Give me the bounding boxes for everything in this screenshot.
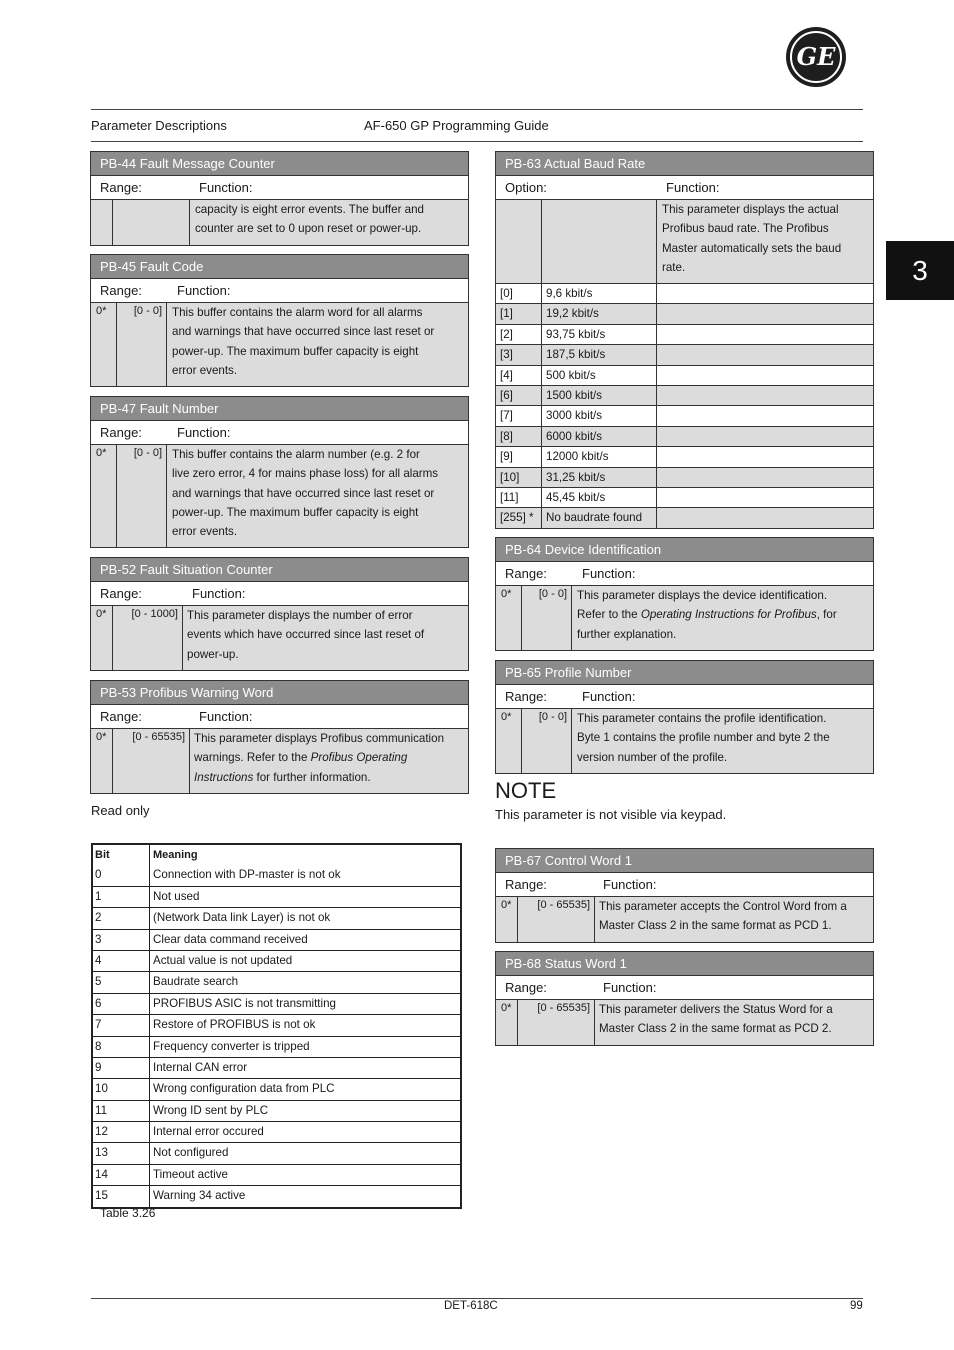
default-value: 0* bbox=[501, 588, 512, 600]
option-row bbox=[496, 405, 873, 425]
function-label: Function: bbox=[177, 425, 231, 440]
function-label: Function: bbox=[603, 980, 657, 995]
ge-logo bbox=[786, 27, 846, 87]
meaning-cell: PROFIBUS ASIC is not transmitting bbox=[153, 996, 336, 1010]
param-pb47 bbox=[90, 396, 469, 548]
bit-cell: 1 bbox=[95, 889, 102, 903]
range-label: Range: bbox=[505, 877, 547, 892]
range-value: [0 - 0] bbox=[538, 711, 567, 723]
meaning-cell: Wrong configuration data from PLC bbox=[153, 1082, 335, 1096]
param-title: PB-65 Profile Number bbox=[496, 661, 873, 685]
param-body bbox=[496, 709, 873, 773]
table-caption: Table 3.26 bbox=[100, 1206, 156, 1220]
param-title: PB-47 Fault Number bbox=[91, 397, 468, 421]
option-code: [8] bbox=[500, 429, 513, 443]
read-only-label: Read only bbox=[91, 803, 150, 818]
range-label: Range: bbox=[505, 689, 547, 704]
param-header-row bbox=[91, 176, 468, 200]
param-description: This parameter accepts the Control Word from a Master Class 2 in the same format as PCD 1. bbox=[599, 900, 847, 933]
note-text: This parameter is not visible via keypad. bbox=[495, 807, 727, 822]
default-value: 0* bbox=[501, 899, 512, 911]
param-pb52 bbox=[90, 557, 469, 671]
param-header-row bbox=[496, 685, 873, 709]
option-value: 500 kbit/s bbox=[546, 368, 596, 382]
header-rule-bottom bbox=[91, 141, 863, 142]
meaning-cell: Frequency converter is tripped bbox=[153, 1039, 310, 1053]
function-label: Function: bbox=[582, 689, 636, 704]
meaning-cell: Timeout active bbox=[153, 1167, 228, 1181]
param-pb64 bbox=[495, 537, 874, 651]
default-value: 0* bbox=[96, 731, 107, 743]
param-header-row bbox=[91, 279, 468, 303]
option-code: [7] bbox=[500, 409, 513, 423]
option-row bbox=[496, 446, 873, 466]
default-value: 0* bbox=[501, 711, 512, 723]
meaning-cell: Warning 34 active bbox=[153, 1189, 246, 1203]
bit-cell: 14 bbox=[95, 1167, 108, 1181]
table-row bbox=[93, 1142, 460, 1163]
param-title: PB-45 Fault Code bbox=[91, 255, 468, 279]
footer-rule bbox=[91, 1298, 863, 1299]
meaning-cell: Wrong ID sent by PLC bbox=[153, 1103, 269, 1117]
param-body bbox=[496, 897, 873, 942]
param-pb65 bbox=[495, 660, 874, 774]
range-value: [0 - 1000] bbox=[131, 608, 178, 620]
option-code: [9] bbox=[500, 450, 513, 464]
option-row bbox=[496, 283, 873, 303]
param-body bbox=[91, 200, 468, 245]
option-row bbox=[496, 487, 873, 507]
param-pb68 bbox=[495, 951, 874, 1046]
value-cell bbox=[541, 200, 657, 283]
default-value: 0* bbox=[96, 447, 107, 459]
function-label: Function: bbox=[582, 566, 636, 581]
param-title: PB-68 Status Word 1 bbox=[496, 952, 873, 976]
table-row bbox=[93, 1185, 460, 1206]
meaning-cell: Not configured bbox=[153, 1146, 229, 1160]
meaning-cell: Clear data command received bbox=[153, 932, 308, 946]
table-row bbox=[93, 929, 460, 950]
option-code: [0] bbox=[500, 287, 513, 300]
param-body bbox=[91, 729, 468, 793]
table-row bbox=[93, 1036, 460, 1057]
param-body bbox=[496, 1000, 873, 1045]
bit-cell: 6 bbox=[95, 996, 102, 1010]
table-row bbox=[93, 1164, 460, 1185]
guide-title: AF-650 GP Programming Guide bbox=[364, 118, 549, 133]
option-row bbox=[496, 426, 873, 446]
table-row bbox=[93, 1057, 460, 1078]
bits-table bbox=[91, 843, 462, 1209]
meaning-cell: Internal error occured bbox=[153, 1125, 264, 1139]
meaning-cell: Not used bbox=[153, 889, 200, 903]
table-row bbox=[93, 1121, 460, 1142]
option-row bbox=[496, 467, 873, 487]
option-row bbox=[496, 385, 873, 405]
range-value: [0 - 65535] bbox=[537, 899, 590, 911]
param-pb53 bbox=[90, 680, 469, 794]
doc-number: DET-618C bbox=[444, 1300, 498, 1312]
option-row bbox=[496, 303, 873, 323]
table-row bbox=[93, 886, 460, 907]
param-body bbox=[91, 445, 468, 547]
meaning-cell: Restore of PROFIBUS is not ok bbox=[153, 1018, 316, 1032]
param-description: This buffer contains the alarm number (e.g. 2 for live zero error, 4 for mains phase loss) for all alarms and warnings that have occurred since last reset or power-up. The maximum buffer capacity is eight error events. bbox=[172, 448, 439, 539]
chapter-tab: 3 bbox=[886, 241, 954, 300]
table-row bbox=[93, 907, 460, 928]
table-row bbox=[93, 865, 460, 885]
function-label: Function: bbox=[192, 586, 246, 601]
range-label: Range: bbox=[100, 586, 142, 601]
param-title: PB-67 Control Word 1 bbox=[496, 849, 873, 873]
option-value: 93,75 kbit/s bbox=[546, 327, 606, 341]
bit-cell: 5 bbox=[95, 975, 102, 989]
table-header-row bbox=[93, 845, 460, 865]
bit-cell: 7 bbox=[95, 1018, 102, 1032]
bit-cell: 3 bbox=[95, 932, 102, 946]
param-pb63 bbox=[495, 151, 874, 529]
bit-cell: 13 bbox=[95, 1146, 108, 1160]
param-description: capacity is eight error events. The buffer and counter are set to 0 upon reset or power-up. bbox=[195, 203, 424, 236]
range-label: Range: bbox=[100, 425, 142, 440]
logo-text: GE bbox=[796, 42, 836, 71]
param-header-row bbox=[91, 582, 468, 606]
param-pb67 bbox=[495, 848, 874, 943]
default-value: 0* bbox=[96, 305, 107, 317]
range-value: [0 - 0] bbox=[538, 588, 567, 600]
option-code: [3] bbox=[500, 348, 513, 362]
bit-cell: 11 bbox=[95, 1103, 108, 1117]
param-description: This parameter contains the profile identification. Byte 1 contains the profile number and byte 2 the version number of the profile. bbox=[577, 712, 830, 764]
option-value: 9,6 kbit/s bbox=[546, 287, 593, 300]
range-label: Range: bbox=[100, 283, 142, 298]
meaning-cell: Baudrate search bbox=[153, 975, 239, 989]
option-value: 1500 kbit/s bbox=[546, 388, 603, 402]
function-label: Function: bbox=[177, 283, 231, 298]
range-label: Range: bbox=[505, 980, 547, 995]
option-value: 6000 kbit/s bbox=[546, 429, 603, 443]
range-cell bbox=[112, 200, 190, 245]
param-pb44 bbox=[90, 151, 469, 246]
option-code: [1] bbox=[500, 307, 513, 321]
param-description: This parameter displays the device identification. Refer to the Operating Instructions for Profibus, for further explanation. bbox=[577, 589, 837, 641]
range-cell bbox=[116, 445, 167, 547]
default-value: 0* bbox=[96, 608, 107, 620]
param-description: This parameter displays the actual Profibus baud rate. The Profibus Master automatically sets the baud rate. bbox=[662, 203, 842, 274]
bit-header: Bit bbox=[95, 849, 110, 861]
param-body bbox=[91, 303, 468, 386]
range-label: Range: bbox=[505, 566, 547, 581]
option-value: 12000 kbit/s bbox=[546, 450, 609, 464]
param-title: PB-64 Device Identification bbox=[496, 538, 873, 562]
meaning-cell: Internal CAN error bbox=[153, 1060, 248, 1074]
option-value: 45,45 kbit/s bbox=[546, 490, 606, 504]
param-title: PB-52 Fault Situation Counter bbox=[91, 558, 468, 582]
default-cell bbox=[91, 200, 113, 245]
option-row bbox=[496, 344, 873, 364]
param-header-row bbox=[496, 176, 873, 199]
table-row bbox=[93, 971, 460, 992]
param-description: This parameter delivers the Status Word for a Master Class 2 in the same format as PCD 2. bbox=[599, 1003, 833, 1036]
option-code: [255] * bbox=[500, 511, 534, 525]
function-label: Function: bbox=[666, 180, 720, 195]
option-row bbox=[496, 365, 873, 385]
default-cell bbox=[91, 445, 117, 547]
option-value: 3000 kbit/s bbox=[546, 409, 603, 423]
param-header-row bbox=[496, 562, 873, 586]
option-value: 187,5 kbit/s bbox=[546, 348, 606, 362]
param-body bbox=[91, 606, 468, 670]
option-code: [10] bbox=[500, 470, 520, 484]
meaning-header: Meaning bbox=[153, 849, 198, 861]
param-title: PB-53 Profibus Warning Word bbox=[91, 681, 468, 705]
bit-cell: 8 bbox=[95, 1039, 102, 1053]
default-value: 0* bbox=[501, 1002, 512, 1014]
option-row bbox=[496, 507, 873, 527]
page-number: 99 bbox=[850, 1300, 863, 1312]
range-label: Range: bbox=[100, 709, 142, 724]
param-description: This parameter displays the number of error events which have occurred since last reset of power-up. bbox=[187, 609, 425, 661]
header-rule-top bbox=[91, 109, 863, 110]
bit-cell: 4 bbox=[95, 953, 102, 967]
param-body bbox=[496, 199, 873, 283]
option-label: Option: bbox=[505, 180, 547, 195]
option-value: 31,25 kbit/s bbox=[546, 470, 606, 484]
range-label: Range: bbox=[100, 180, 142, 195]
param-title: PB-63 Actual Baud Rate bbox=[496, 152, 873, 176]
table-row bbox=[93, 1078, 460, 1099]
table-row bbox=[93, 950, 460, 971]
function-label: Function: bbox=[199, 180, 253, 195]
bit-cell: 15 bbox=[95, 1189, 108, 1203]
function-label: Function: bbox=[199, 709, 253, 724]
bit-cell: 9 bbox=[95, 1060, 102, 1074]
range-value: [0 - 65535] bbox=[537, 1002, 590, 1014]
param-title: PB-44 Fault Message Counter bbox=[91, 152, 468, 176]
option-value: 19,2 kbit/s bbox=[546, 307, 599, 321]
note-heading: NOTE bbox=[495, 778, 557, 803]
range-value: [0 - 0] bbox=[133, 305, 162, 317]
meaning-cell: (Network Data link Layer) is not ok bbox=[153, 911, 331, 925]
function-label: Function: bbox=[603, 877, 657, 892]
option-code: [2] bbox=[500, 327, 513, 341]
option-code: [4] bbox=[500, 368, 513, 382]
param-description: This parameter displays Profibus communication warnings. Refer to the Profibus Operating Instructions for further information. bbox=[194, 732, 445, 784]
param-header-row bbox=[496, 873, 873, 897]
bit-cell: 2 bbox=[95, 911, 102, 925]
param-header-row bbox=[496, 976, 873, 1000]
meaning-cell: Actual value is not updated bbox=[153, 953, 293, 967]
param-pb45 bbox=[90, 254, 469, 387]
range-value: [0 - 0] bbox=[133, 447, 162, 459]
param-body bbox=[496, 586, 873, 650]
code-cell bbox=[496, 200, 542, 283]
option-row bbox=[496, 324, 873, 344]
section-title: Parameter Descriptions bbox=[91, 118, 227, 133]
bit-cell: 12 bbox=[95, 1125, 108, 1139]
bit-cell: 0 bbox=[95, 868, 102, 882]
table-row bbox=[93, 1014, 460, 1035]
param-description: This buffer contains the alarm word for all alarms and warnings that have occurred since last reset or power-up. The maximum buffer capacity is eight error events. bbox=[172, 306, 435, 377]
range-value: [0 - 65535] bbox=[132, 731, 185, 743]
table-row bbox=[93, 1100, 460, 1121]
option-code: [6] bbox=[500, 388, 513, 402]
meaning-cell: Connection with DP-master is not ok bbox=[153, 868, 341, 882]
param-header-row bbox=[91, 421, 468, 445]
bit-cell: 10 bbox=[95, 1082, 108, 1096]
table-row bbox=[93, 993, 460, 1014]
option-code: [11] bbox=[500, 490, 519, 504]
option-value: No baudrate found bbox=[546, 511, 643, 525]
param-header-row bbox=[91, 705, 468, 729]
